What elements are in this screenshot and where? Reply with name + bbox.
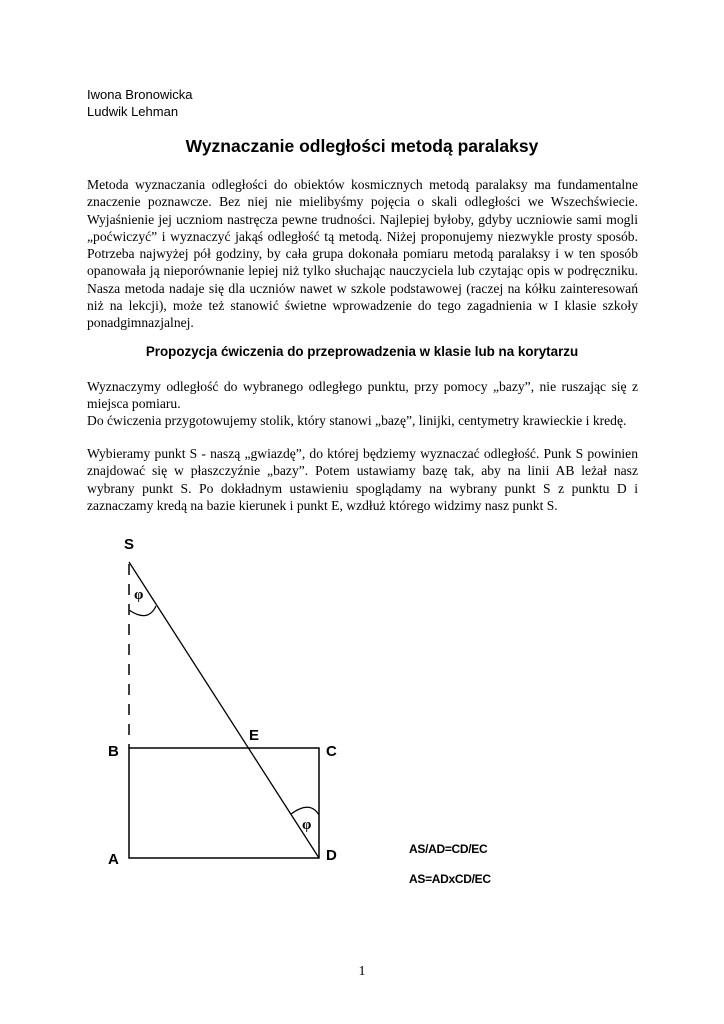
label-b: B [108, 743, 119, 760]
intro-paragraph: Metoda wyznaczania odległości do obiektów kosmicznych metodą paralaksy ma fundamentalne znaczenie poznawcze. Bez niej nie mielibyśmy pojęcia o skali odległości we Wszechświecie. Wyjaśnienie jej uczniom nastręcza pewne trudności. Najlepiej byłoby, gdyby uczniowie sami mogli „poćwiczyć” i wyznaczyć jakąś odległość tą metodą. Niżej proponujemy niezwykle prosty sposób. Potrzeba najwyżej pół godziny, by cała grupa dokonała pomiaru metodą paralaksy i w ten sposób opanowała ją nieporównanie lepiej niż tylko słuchając nauczyciela lub czytając opis w podręczniku. Nasza metoda nadaje się dla uczniów nawet w szkole podstawowej (raczej na kółku zainteresowań niż na lekcji), może też stanowić świetne wprowadzenie do tego zagadnienia w I klasie szkoły ponadgimnazjalnej. [87, 177, 638, 331]
label-a: A [108, 851, 119, 868]
label-c: C [326, 743, 337, 760]
authors [87, 86, 193, 120]
formula-ratio: AS/AD=CD/EC [409, 842, 488, 856]
author-name: Ludwik Lehman [87, 104, 179, 119]
label-d: D [326, 847, 337, 864]
section-heading: Propozycja ćwiczenia do przeprowadzenia w klasie lub na korytarzu [145, 344, 579, 359]
document-title: Wyznaczanie odległości metodą paralaksy [185, 136, 539, 156]
label-e: E [249, 727, 260, 744]
paragraph-goal: Wyznaczymy odległość do wybranego odległego punktu, przy pomocy „bazy”, nie ruszając się z miejsca pomiaru. [87, 379, 638, 412]
page-number: 1 [358, 964, 366, 979]
formula-distance: AS=ADxCD/EC [409, 872, 491, 886]
author-name: Iwona Bronowicka [87, 87, 193, 102]
angle-symbol-bottom: φ [302, 817, 312, 833]
parallax-diagram [88, 528, 358, 898]
paragraph-materials: Do ćwiczenia przygotowujemy stolik, który stanowi „bazę”, linijki, centymetry krawieckie i kredę. [87, 413, 627, 428]
angle-symbol-top: φ [134, 587, 144, 603]
paragraph-procedure: Wybieramy punkt S - naszą „gwiazdę”, do której będziemy wyznaczać odległość. Punk S powinien znajdować się w płaszczyźnie „bazy”. Potem ustawiamy bazę tak, aby na linii AB leżał nasz wybrany punkt S. Po dokładnym ustawieniu spoglądamy na wybrany punkt S z punktu D i zaznaczamy kredą na bazie kierunek i punkt E, wzdłuż którego widzimy nasz punkt S. [87, 446, 638, 513]
label-s: S [124, 536, 135, 553]
